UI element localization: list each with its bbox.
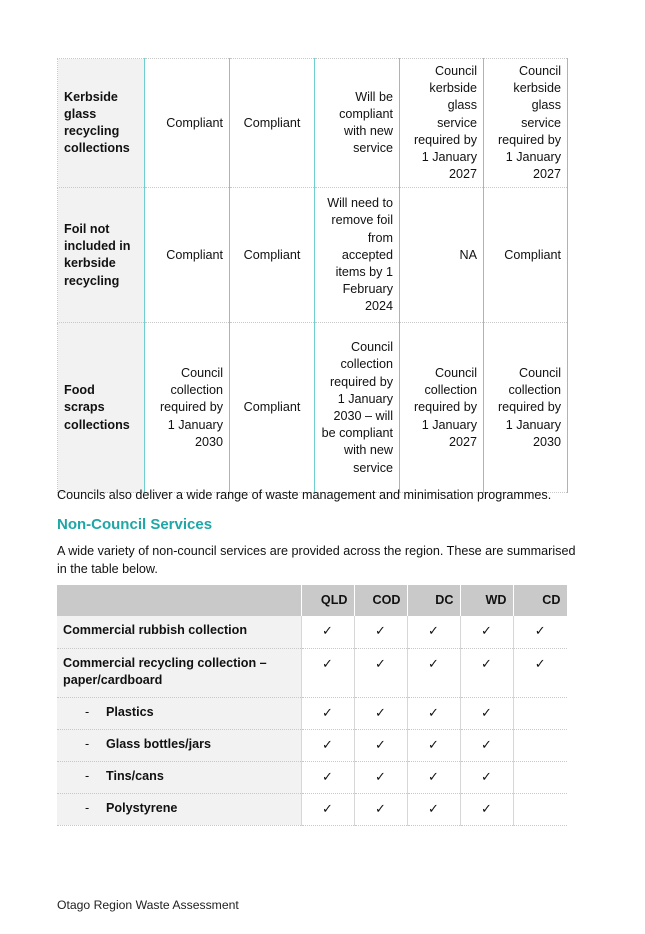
service-label (57, 729, 301, 761)
services-table (57, 585, 568, 826)
check-cell (407, 761, 460, 793)
header-cell-blank (57, 585, 301, 616)
check-cell (354, 793, 407, 825)
table-row (57, 793, 567, 825)
table-row (58, 188, 568, 323)
checkmark-icon: ✓ (534, 623, 546, 638)
column-header: QLD (301, 585, 354, 616)
compliance-table (57, 58, 568, 493)
table-cell: Will need to remove foil from accepted items by 1 February 2024 (315, 188, 400, 323)
column-header: WD (460, 585, 513, 616)
check-cell (460, 648, 513, 697)
service-label-text: Glass bottles/jars (106, 736, 211, 751)
check-cell (460, 616, 513, 648)
check-cell (301, 761, 354, 793)
check-cell (460, 793, 513, 825)
check-cell (301, 729, 354, 761)
table-cell: Council collection required by 1 January 2030 (145, 323, 230, 493)
checkmark-icon: ✓ (322, 623, 333, 638)
table-cell: Compliant (484, 188, 568, 323)
check-cell (354, 648, 407, 697)
table-row (58, 323, 568, 493)
service-label (57, 616, 301, 648)
checkmark-icon: ✓ (375, 655, 386, 671)
check-cell (513, 616, 567, 648)
checkmark-icon: ✓ (428, 655, 439, 671)
check-cell (460, 729, 513, 761)
table-cell: Council kerbside glass service required by 1 January 2027 (484, 59, 568, 188)
table-cell: NA (400, 188, 484, 323)
table-row (57, 616, 567, 648)
service-label-text: Plastics (106, 704, 154, 719)
table-cell: Council kerbside glass service required by 1 January 2027 (400, 59, 484, 188)
check-cell (513, 648, 567, 697)
intro-paragraph: A wide variety of non-council services are provided across the region. These are summarised in the table below. (57, 544, 576, 576)
table-cell: Council collection required by 1 January 2030 – will be compliant with new service (315, 323, 400, 493)
checkmark-icon: ✓ (428, 736, 439, 752)
column-header: DC (407, 585, 460, 616)
service-label-text: Commercial rubbish collection (63, 623, 248, 637)
service-label-text: Tins/cans (106, 768, 164, 783)
checkmark-icon: ✓ (322, 736, 333, 752)
checkmark-icon: ✓ (481, 623, 492, 638)
check-cell (354, 761, 407, 793)
checkmark-icon: ✓ (428, 704, 439, 720)
table-row (57, 761, 567, 793)
check-cell (301, 648, 354, 697)
list-dash: - (85, 704, 90, 719)
checkmark-icon: ✓ (481, 704, 492, 720)
checkmark-icon: ✓ (375, 704, 386, 720)
row-header: Food scraps collections (58, 323, 145, 493)
check-cell (513, 793, 567, 825)
table-cell: Compliant (230, 323, 315, 493)
programmes-paragraph: Councils also deliver a wide range of waste management and minimisation programmes. (57, 488, 552, 502)
check-cell (513, 697, 567, 729)
check-cell (513, 729, 567, 761)
check-cell (460, 761, 513, 793)
table-row (57, 729, 567, 761)
checkmark-icon: ✓ (481, 655, 492, 671)
checkmark-icon: ✓ (375, 736, 386, 752)
check-cell (407, 648, 460, 697)
table-cell: Compliant (230, 188, 315, 323)
check-cell (407, 793, 460, 825)
table-row (58, 59, 568, 188)
table-cell: Compliant (145, 59, 230, 188)
list-dash: - (85, 800, 90, 815)
checkmark-icon: ✓ (322, 800, 333, 816)
section-heading: Non-Council Services (57, 516, 213, 533)
check-cell (301, 616, 354, 648)
check-cell (354, 697, 407, 729)
service-label-text: Polystyrene (106, 800, 178, 815)
table-cell: Council collection required by 1 January 2030 (484, 323, 568, 493)
checkmark-icon: ✓ (322, 704, 333, 720)
check-cell (460, 697, 513, 729)
table-cell: Council collection required by 1 January 2027 (400, 323, 484, 493)
check-cell (301, 697, 354, 729)
column-header: COD (354, 585, 407, 616)
service-label (57, 697, 301, 729)
service-label (57, 648, 301, 697)
table-row (57, 697, 567, 729)
checkmark-icon: ✓ (375, 800, 386, 816)
check-cell (407, 729, 460, 761)
table-cell: Compliant (230, 59, 315, 188)
service-label (57, 761, 301, 793)
header-row (57, 585, 567, 616)
check-cell (407, 697, 460, 729)
checkmark-icon: ✓ (375, 768, 386, 784)
table-cell: Compliant (145, 188, 230, 323)
check-cell (354, 729, 407, 761)
row-header: Foil not included in kerbside recycling (58, 188, 145, 323)
checkmark-icon: ✓ (481, 800, 492, 816)
check-cell (301, 793, 354, 825)
checkmark-icon: ✓ (481, 768, 492, 784)
check-cell (407, 616, 460, 648)
checkmark-icon: ✓ (428, 768, 439, 784)
column-header: CD (513, 585, 567, 616)
row-header: Kerbside glass recycling collections (58, 59, 145, 188)
checkmark-icon: ✓ (322, 655, 333, 671)
service-label-text: Commercial recycling collection – paper/cardboard (63, 655, 267, 687)
checkmark-icon: ✓ (375, 623, 386, 638)
checkmark-icon: ✓ (428, 800, 439, 816)
checkmark-icon: ✓ (534, 655, 546, 671)
check-cell (513, 761, 567, 793)
check-cell (354, 616, 407, 648)
table-cell: Will be compliant with new service (315, 59, 400, 188)
checkmark-icon: ✓ (322, 768, 333, 784)
table-row (57, 648, 567, 697)
service-label (57, 793, 301, 825)
checkmark-icon: ✓ (481, 736, 492, 752)
checkmark-icon: ✓ (428, 623, 439, 638)
list-dash: - (85, 736, 90, 751)
list-dash: - (85, 768, 90, 783)
page-footer: Otago Region Waste Assessment (57, 898, 239, 912)
